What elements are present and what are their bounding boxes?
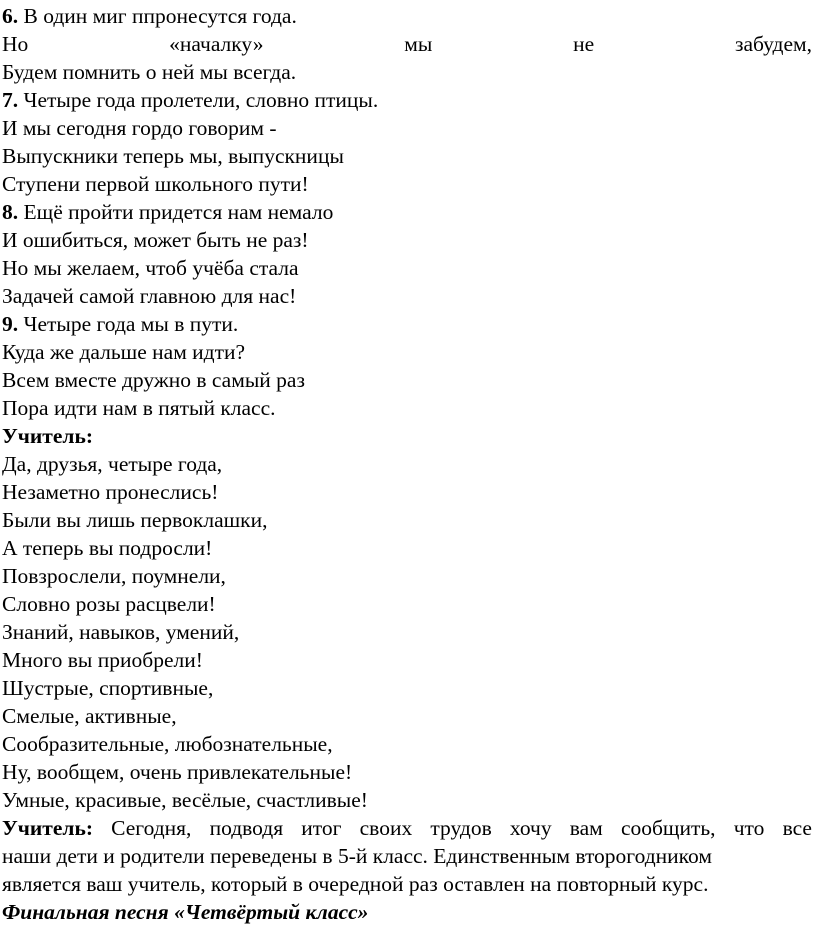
stanza-9-line-4: Пора идти нам в пятый класс. [2,396,276,420]
teacher-poem-line: Умные, красивые, весёлые, счастливые! [2,788,368,812]
stanza-8-line-1 [2,199,333,225]
teacher-poem-line: Были вы лишь первоклашки, [2,508,268,532]
word: подводя [209,816,284,840]
stanza-8-line-3: Но мы желаем, чтоб учёба стала [2,256,299,280]
word: Сегодня, [111,816,192,840]
word: забудем, [734,32,812,56]
final-song-heading: Финальная песня «Четвёртый класс» [2,900,369,924]
teacher-poem-line: Смелые, активные, [2,704,177,728]
teacher-poem-line: Повзрослели, поумнели, [2,564,226,588]
stanza-8-line-2: И ошибиться, может быть не раз! [2,228,309,252]
teacher-poem-line: Сообразительные, любознательные, [2,732,333,756]
verse-text: Ещё пройти придется нам немало [23,200,334,224]
verse-text: Четыре года пролетели, словно птицы. [23,88,379,112]
teacher-speaker-label: Учитель: [2,816,93,840]
stanza-number: 6. [2,4,19,28]
teacher-poem-line: Много вы приобрели! [2,648,203,672]
teacher-poem-line: Ну, вообщем, очень привлекательные! [2,760,353,784]
word: что [733,816,765,840]
stanza-6-line-3: Будем помнить о ней мы всегда. [2,60,297,84]
stanza-7-line-3: Выпускники теперь мы, выпускницы [2,144,344,168]
stanza-number: 9. [2,312,19,336]
stanza-8-line-4: Задачей самой главною для нас! [2,284,297,308]
stanza-6-line-2 [2,31,812,57]
stanza-number: 8. [2,200,19,224]
word: трудов [430,816,492,840]
word: итог [301,816,342,840]
teacher-poem-line: Шустрые, спортивные, [2,676,214,700]
stanza-9-line-3: Всем вместе дружно в самый раз [2,368,305,392]
stanza-7-line-4: Ступени первой школьного пути! [2,172,309,196]
teacher-speech-line-3: является ваш учитель, который в очередной раз оставлен на повторный курс. [2,872,709,896]
stanza-7-line-2: И мы сегодня гордо говорим - [2,116,277,140]
teacher-poem-line: Словно розы расцвели! [2,592,216,616]
stanza-9-line-1 [2,311,238,337]
word: хочу [509,816,552,840]
teacher-poem-line: Да, друзья, четыре года, [2,452,223,476]
word: все [782,816,812,840]
teacher-poem-line: А теперь вы подросли! [2,536,213,560]
teacher-poem-line: Незаметно пронеслись! [2,480,219,504]
teacher-poem-line: Знаний, навыков, умений, [2,620,240,644]
word: не [573,32,595,56]
word: своих [359,816,413,840]
verse-text: В один миг ппронесутся года. [23,4,297,28]
stanza-number: 7. [2,88,19,112]
teacher-speech-line-2: наши дети и родители переведены в 5-й класс. Единственным второгодником [2,844,712,868]
word: «началку» [169,32,264,56]
stanza-9-line-2: Куда же дальше нам идти? [2,340,246,364]
teacher-speaker-label: Учитель: [2,424,93,448]
word: Но [2,32,29,56]
verse-text: Четыре года мы в пути. [23,312,239,336]
stanza-6-line-1 [2,3,297,29]
word: вам [569,816,603,840]
word: сообщить, [620,816,716,840]
teacher-speech-line-1 [2,815,812,841]
stanza-7-line-1 [2,87,378,113]
word: мы [404,32,433,56]
